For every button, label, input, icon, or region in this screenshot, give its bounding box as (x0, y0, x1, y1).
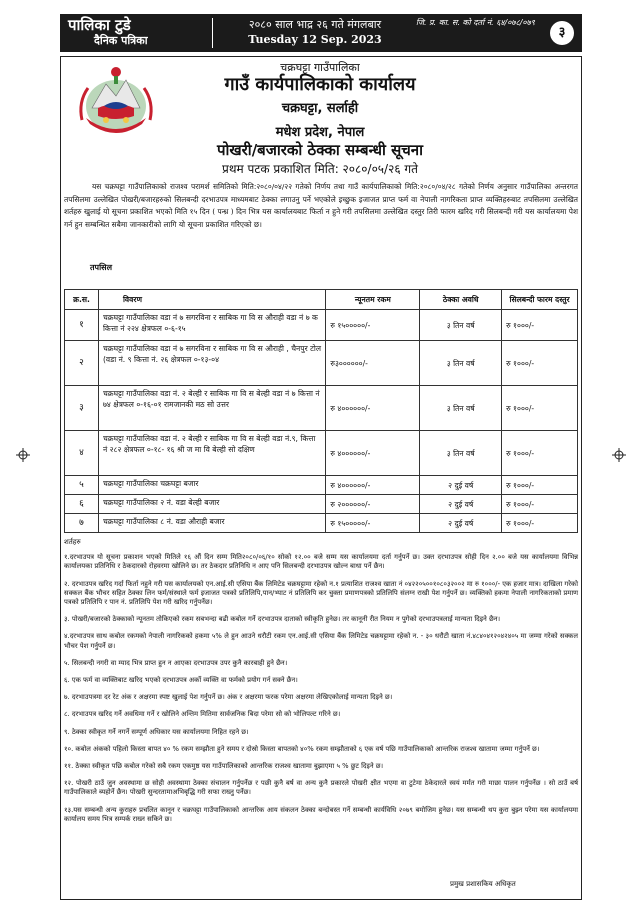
row-period: ३ तिन वर्ष (420, 341, 502, 386)
row-sn: ५ (65, 476, 99, 495)
row-description: चक्रघट्टा गाउँपालिका वडा नं ७ सगरविना र साबिक गा वि स औराही वडा नं ७ क कित्ता नं २२४ क्षेत्रफल ०-६-१५ (98, 310, 325, 341)
header-description: विवरण (98, 290, 325, 310)
row-period: ३ तिन वर्ष (420, 310, 502, 341)
nepal-emblem-icon (76, 62, 156, 140)
row-fee: रु १०००/- (502, 431, 578, 476)
row-description: चक्रघट्टा गाउँपालिका वडा नं. २ बेल्ही र साबिक गा वि स बेल्ही वडा नं.९, कित्ता नं २८२ क्षेत्रफल ०-१८- १६ श्री ज मा वि बेल्ही सो दक्षिण (98, 431, 325, 476)
row-description: चक्रघट्टा गाउँपालिका ८ नं. वडा औराही बजार (98, 514, 325, 533)
header-form-fee: सिलबन्दी फारम दस्तुर (502, 290, 578, 310)
header-min-amount: न्यूनतम रकम (326, 290, 420, 310)
condition-item: ७. दरभाउपत्रमा दर रेट अंक र अक्षरमा स्पष्ट खुलाई पेश गर्नुपर्ने छ। अंक र अक्षरमा फरक परेमा अक्षरमा लेखिएकोलाई मान्यता दिइने छ। (64, 693, 393, 702)
registration-mark-icon (16, 448, 30, 462)
row-description: चक्रघट्टा गाउँपालिका वडा नं. २ बेल्ही र साबिक गा वि स बेल्ही वडा नं ७ कित्ता नं ७४ क्षेत्रफल ०-१६-०१ रामजानकी मठ सो उत्तर (98, 386, 325, 431)
newspaper-name: पालिका टुडे (68, 16, 131, 34)
row-amount: रु २००००००/- (326, 495, 420, 514)
row-fee: रु १०००/- (502, 341, 578, 386)
table-row (65, 514, 578, 533)
first-published-date: प्रथम पटक प्रकाशित मिति: २०८०/०५/२६ गते (222, 162, 418, 176)
row-description: चक्रघट्टा गाउँपालिका चक्रघट्टा बजार (98, 476, 325, 495)
newspaper-subtitle: दैनिक पत्रिका (94, 34, 148, 47)
row-sn: ७ (65, 514, 99, 533)
condition-item: ८. दरभाउपत्र खरिद गर्ने अवधिमा गर्ने र खोलिने अन्तिम मितिमा सार्वजनिक बिदा परेमा सो को भोलिपल्ट गरिने छ। (64, 710, 341, 719)
condition-item: १.दरभाउपत्र यो सूचना प्रकाशन भएको मितिले १६ औं दिन सम्म मिति२०८०/०६/१० सोको १२.०० बजे सम्म यस कार्यालयमा दर्ता गर्नुपर्ने छ। उक्त दरभाउपत्र सोही दिन २.०० बजे यस कार्यालयमा विभिन्न कार्यालयका प्रतिनिधि र ठेकदारको रोहवरमा खोलिने छ। तर ठेकदार प्रतिनिधि न आए पनि सिलबन्दी दरभाउपत्र खोल्न बाधा पर्ने छैन। (64, 553, 578, 571)
conditions-title: शर्तहरु (64, 538, 81, 546)
row-period: ३ तिन वर्ष (420, 386, 502, 431)
row-sn: ३ (65, 386, 99, 431)
table-header-row (65, 290, 578, 310)
newspaper-masthead (60, 14, 582, 52)
table-row (65, 386, 578, 431)
signature-officer: प्रमुख प्रशासकिय अधिकृत (450, 880, 516, 888)
registration-number: जि. प्र. का. स. को दर्ता नं. ६४/०७८/०७९ (416, 18, 535, 27)
office-title: गाउँ कार्यपालिकाको कार्यालय (224, 74, 416, 95)
row-period: २ दुई वर्ष (420, 476, 502, 495)
row-amount: रु १५०००००/- (326, 514, 420, 533)
office-province: मधेश प्रदेश, नेपाल (275, 125, 365, 140)
table-row (65, 310, 578, 341)
notice-intro: यस चक्रघट्टा गाउँपालिकाको राजश्व परामर्श समितिको मिति:२०८०/०४/२२ गतेको निर्णय तथा गाउँ कार्यपालिकाको मिति:२०८०/०४/२८ गतेको निर्णय अनुसार गाउँपालिका अन्तरगत तपसिलमा उल्लेखित पोखरी/बजारहरुको सिलबन्दी दरभाउपत्र माध्यमबाट ठेक्का लगाउनु पर्ने भएकोले इच्छुक इजाजत प्राप्त फर्म वा नेपाली नागरिकता प्राप्त व्यक्तिहरुबाट तपसिलमा उल्लेखित शर्तहरु खुलाई यो सूचना प्रकाशित भएको मिति १५ दिन ( पन्ध्र ) दिन भित्र यस कार्यालयबाट फिर्ता न हुने गरी तपसिलमा उल्लेखित दस्तुर तिरी फारम खरिद गरी सिलबन्दी गरी यस कार्यालयमा पेश गर्न हुन सम्बन्धित सबैमा जानकारीको लागि यो सूचना प्रकाशित गरिएको छ। (64, 182, 578, 229)
row-description: चक्रघट्टा गाउँपालिका २ नं. वडा बेल्ही बजार (98, 495, 325, 514)
condition-item: ९. ठेक्का स्वीकृत गर्ने नगर्ने सम्पूर्ण अधिकार यस कार्यालयमा निहित रहने छ। (64, 727, 249, 736)
row-sn: २ (65, 341, 99, 386)
condition-item: ५. सिलबन्दी नगरी वा म्याद भित्र प्राप्त हुन न आएका दरभाउपत्र उपर कुनै कारबाही हुने छैन। (64, 658, 288, 667)
page-number: ३ (550, 21, 574, 45)
condition-item: ११. ठेक्का स्वीकृत पछि कबोल गरेको सबै रकम एकमुष्ठ यस गाउँपालिकाको आन्तरिक राजश्व खातामा बुझाएमा ५ % छुट दिइने छ। (64, 762, 384, 771)
row-period: २ दुई वर्ष (420, 495, 502, 514)
municipality-name: चक्रघट्टा गाउँपालिका (280, 61, 360, 74)
row-amount: रु १५०००००/- (326, 310, 420, 341)
date-nepali: २०८० साल भाद्र २६ गते मंगलबार (248, 18, 382, 31)
condition-item: ३. पोखरी/बजारको ठेक्काको न्यूनतम तोकिएको रकम सबभन्दा बढी कबोल गर्ने दरभाउपत्र दाताको स्वीकृति हुनेछ। तर कानूनी रीत नियम न पुगेको दरभाउपत्रलाई मान्यता दिइने छैन। (64, 615, 501, 624)
masthead-brand (68, 16, 208, 48)
row-period: २ दुई वर्ष (420, 514, 502, 533)
header-period: ठेक्का अवधि (420, 290, 502, 310)
masthead-dates (220, 16, 410, 47)
row-period: ३ तिन वर्ष (420, 431, 502, 476)
header-sn: क्र.स. (65, 290, 99, 310)
row-sn: ४ (65, 431, 99, 476)
conditions-section (64, 538, 578, 832)
office-location: चक्रघट्टा, सर्लाही (281, 101, 359, 116)
notice-title: पोखरी/बजारको ठेक्का सम्बन्धी सूचना (217, 141, 423, 159)
tender-table (64, 289, 578, 533)
row-fee: रु १०००/- (502, 514, 578, 533)
condition-item: १०. कबोल अंकको पहिलो किस्ता बापत ४० % रकम सम्झौता हुने समय र दोस्रो किस्ता बापतको ४०% रकम सम्झौताको ६ एक वर्ष पछि गाउँपालिकाको आन्तरिक राजश्व खातामा जम्मा गर्नुपर्ने छ। (64, 744, 540, 753)
table-row (65, 341, 578, 386)
row-fee: रु १०००/- (502, 476, 578, 495)
row-amount: रु३००००००/- (326, 341, 420, 386)
row-fee: रु १०००/- (502, 495, 578, 514)
row-amount: रु ४००००००/- (326, 476, 420, 495)
table-row (65, 476, 578, 495)
condition-item: ६. एक फर्म वा व्यक्तिबाट खरिद भएको दरभाउपत्र अर्को व्यक्ति वा फर्मको प्रयोग गर्न सक्ने छैन। (64, 676, 298, 685)
table-title: तपसिल (90, 263, 113, 272)
condition-item: १२. पोखरी ठाउँ जुन अवस्थामा छ सोही अवस्थामा ठेक्का संचालन गर्नुपर्नेछ र पछी कुनै बर्ष वा अन्य कुनै प्रकारले पोखरी क्षीत भएमा वा टुटेमा ठेकेदारले स्वयं मर्मत गरी माछा पालन गर्नुपर्नेछ । सो ठाउँ बर्ष गाउँपालिकाले ब्यहोर्ने छैन। पोखरी सुन्दरतामाअभिबृद्धि गरी सफा राख्नु पर्नेछ। (64, 779, 578, 797)
row-amount: रु ४००००००/- (326, 386, 420, 431)
row-amount: रु ४००००००/- (326, 431, 420, 476)
row-description: चक्रघट्टा गाउँपालिका वडा नं ७ सगरविना र साबिक गा वि स औराही , चैनपुर टोल (वडा नं. ९ कित्ता नं. २६ क्षेत्रफल ०-१३-०४ (98, 341, 325, 386)
row-fee: रु १०००/- (502, 386, 578, 431)
table-row (65, 495, 578, 514)
row-sn: १ (65, 310, 99, 341)
date-english: Tuesday 12 Sep. 2023 (248, 33, 382, 46)
row-fee: रु १०००/- (502, 310, 578, 341)
condition-item: २. दरभाउपत्र खरिद गर्दा फिर्ता नहुने गरी यस कार्यालयको एन.आई.सी एसिया बैंक लिमिटेड चक्रघट्टामा रहेको न.१ प्रत्याशित राजश्व खाता नं ०४२२०५००१०८०३२००२ मा रु १०००/- एक हजार मात्र। दाखिला गरेको सक्कल बैंक भौचर सहित ठेक्का लिन फर्म/संस्थाले फर्म इजाजत पत्रको प्रतिलिपि,पान/भ्याट नं प्रतिलिपि कर चुक्ता प्रमाणपत्रको प्रतिलिपि संलग्न राखी पेश गर्नुपर्ने छ। व्यक्तिको हकमा नेपाली नागरिकताको प्रमाण पत्रको प्रतिलिपि र पान नं. प्रतिलिपि पेश गरी खरिद गर्नुपर्नेछ। (64, 579, 578, 607)
row-sn: ६ (65, 495, 99, 514)
condition-item: ४.दरभाउपत्र साथ कबोल रकमको नेपाली नागरिकको हकमा ५% ले हुन आउने धरौटी रकम एन.आई.सी एसिया बैंक लिमिटेड चक्रघट्टामा रहेको न. - ३० धरौटी खाता नं.४८४०४१२०४२४०५ मा जम्मा गरेको सक्कल भौचर पेश गर्नुपर्ने छ। (64, 632, 578, 650)
condition-item: १३.यस सम्बन्धी अन्य कुराहरु प्रचलित कानून र चक्रघट्टा गाउँपालिकाको आन्तरिक आय संकलन ठेक्का बन्दोबस्त गर्ने सम्बन्धी कार्यविधि २०७९ बमोजिम हुनेछ। यस सम्बन्धी थप कुरा बुझ्न परेमा यस कार्यालयमा कार्यालय समय भित्र सम्पर्क राख्न सकिने छ। (64, 805, 578, 823)
masthead-divider (212, 18, 213, 48)
registration-mark-icon (612, 448, 626, 462)
table-row (65, 431, 578, 476)
